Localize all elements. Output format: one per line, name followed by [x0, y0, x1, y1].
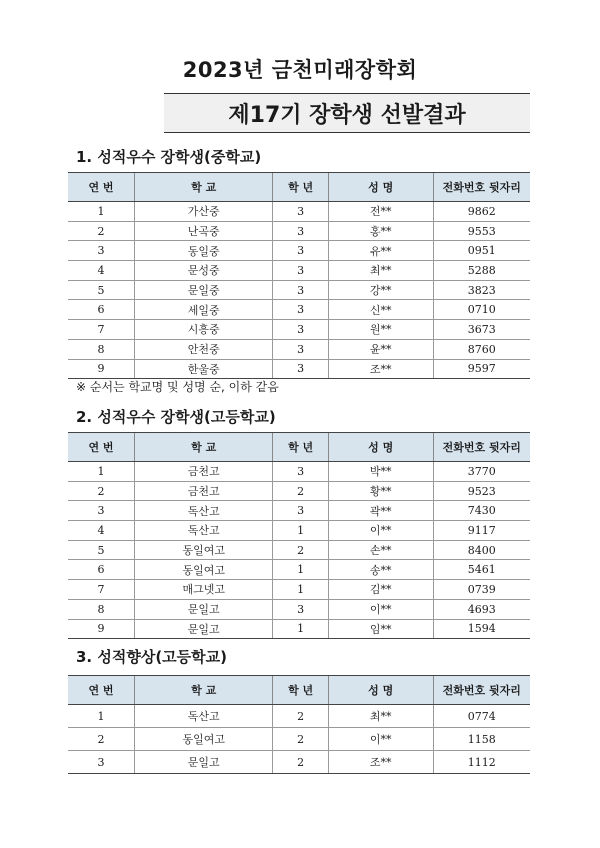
- cell-name: 유**: [328, 241, 433, 261]
- table-row: [68, 359, 530, 379]
- cell-grade: 2: [273, 540, 328, 560]
- cell-number: 7: [68, 320, 135, 340]
- cell-school: 동일중: [135, 241, 273, 261]
- cell-school: 문일고: [135, 751, 273, 774]
- cell-phone: 0951: [433, 241, 530, 261]
- col-header-number: 연 번: [68, 173, 135, 202]
- cell-grade: 3: [273, 599, 328, 619]
- page-title: 2023년 금천미래장학회: [182, 58, 418, 82]
- cell-grade: 1: [273, 521, 328, 541]
- cell-school: 난곡중: [135, 221, 273, 241]
- cell-school: 동일여고: [135, 728, 273, 751]
- cell-name: 홍**: [328, 221, 433, 241]
- cell-grade: 3: [273, 359, 328, 379]
- cell-school: 안천중: [135, 339, 273, 359]
- cell-number: 2: [68, 221, 135, 241]
- cell-school: 독산고: [135, 501, 273, 521]
- cell-phone: 8400: [433, 540, 530, 560]
- cell-grade: 2: [273, 728, 328, 751]
- col-header-phone: 전화번호 뒷자리: [433, 173, 530, 202]
- cell-number: 6: [68, 560, 135, 580]
- section-1-title: 1. 성적우수 장학생(중학교): [76, 148, 262, 166]
- cell-phone: 5461: [433, 560, 530, 580]
- cell-name: 손**: [328, 540, 433, 560]
- cell-school: 독산고: [135, 521, 273, 541]
- table-row: [68, 300, 530, 320]
- col-header-phone: 전화번호 뒷자리: [433, 676, 530, 705]
- col-header-grade: 학 년: [273, 433, 328, 462]
- cell-phone: 0774: [433, 705, 530, 728]
- cell-number: 4: [68, 521, 135, 541]
- cell-phone: 9553: [433, 221, 530, 241]
- cell-number: 1: [68, 202, 135, 222]
- col-header-grade: 학 년: [273, 676, 328, 705]
- cell-name: 김**: [328, 580, 433, 600]
- cell-number: 8: [68, 599, 135, 619]
- cell-name: 강**: [328, 280, 433, 300]
- cell-grade: 1: [273, 619, 328, 639]
- cell-number: 5: [68, 280, 135, 300]
- cell-grade: 3: [273, 221, 328, 241]
- table-high-school: [68, 432, 530, 639]
- table-row: [68, 280, 530, 300]
- col-header-name: 성 명: [328, 173, 433, 202]
- cell-school: 문일고: [135, 599, 273, 619]
- table-row: [68, 540, 530, 560]
- col-header-name: 성 명: [328, 676, 433, 705]
- cell-phone: 5288: [433, 261, 530, 281]
- table-header-row: [68, 433, 530, 462]
- subtitle-banner: [164, 93, 530, 133]
- cell-grade: 1: [273, 580, 328, 600]
- cell-number: 1: [68, 705, 135, 728]
- cell-grade: 1: [273, 560, 328, 580]
- table-row: [68, 320, 530, 340]
- cell-number: 6: [68, 300, 135, 320]
- cell-school: 매그넷고: [135, 580, 273, 600]
- cell-name: 전**: [328, 202, 433, 222]
- cell-school: 문일중: [135, 280, 273, 300]
- cell-name: 최**: [328, 261, 433, 281]
- cell-number: 5: [68, 540, 135, 560]
- cell-number: 3: [68, 241, 135, 261]
- table-row: [68, 728, 530, 751]
- cell-name: 윤**: [328, 339, 433, 359]
- col-header-grade: 학 년: [273, 173, 328, 202]
- table-row: [68, 202, 530, 222]
- cell-grade: 3: [273, 320, 328, 340]
- table-row: [68, 705, 530, 728]
- table-row: [68, 481, 530, 501]
- cell-grade: 2: [273, 481, 328, 501]
- cell-school: 동일여고: [135, 540, 273, 560]
- cell-phone: 9117: [433, 521, 530, 541]
- table-row: [68, 261, 530, 281]
- cell-number: 9: [68, 619, 135, 639]
- cell-phone: 9862: [433, 202, 530, 222]
- table-row: [68, 241, 530, 261]
- col-header-name: 성 명: [328, 433, 433, 462]
- cell-phone: 1158: [433, 728, 530, 751]
- cell-school: 한울중: [135, 359, 273, 379]
- cell-phone: 0739: [433, 580, 530, 600]
- cell-name: 이**: [328, 521, 433, 541]
- cell-school: 가산중: [135, 202, 273, 222]
- cell-phone: 7430: [433, 501, 530, 521]
- cell-name: 황**: [328, 481, 433, 501]
- cell-grade: 3: [273, 339, 328, 359]
- table-middle-school: [68, 172, 530, 379]
- col-header-school: 학 교: [135, 433, 273, 462]
- cell-school: 문일고: [135, 619, 273, 639]
- col-header-school: 학 교: [135, 173, 273, 202]
- order-note: ※ 순서는 학교명 및 성명 순, 이하 같음: [76, 380, 279, 394]
- col-header-number: 연 번: [68, 433, 135, 462]
- cell-phone: 4693: [433, 599, 530, 619]
- cell-grade: 3: [273, 501, 328, 521]
- cell-name: 곽**: [328, 501, 433, 521]
- table-row: [68, 619, 530, 639]
- table-row: [68, 501, 530, 521]
- cell-phone: 9597: [433, 359, 530, 379]
- cell-number: 2: [68, 481, 135, 501]
- cell-number: 1: [68, 462, 135, 482]
- cell-grade: 3: [273, 280, 328, 300]
- cell-name: 조**: [328, 751, 433, 774]
- cell-number: 7: [68, 580, 135, 600]
- table-row: [68, 221, 530, 241]
- cell-grade: 2: [273, 705, 328, 728]
- cell-phone: 9523: [433, 481, 530, 501]
- col-header-number: 연 번: [68, 676, 135, 705]
- table-row: [68, 560, 530, 580]
- cell-grade: 3: [273, 261, 328, 281]
- cell-number: 8: [68, 339, 135, 359]
- cell-number: 3: [68, 501, 135, 521]
- table-header-row: [68, 173, 530, 202]
- cell-grade: 3: [273, 241, 328, 261]
- cell-grade: 3: [273, 300, 328, 320]
- cell-school: 독산고: [135, 705, 273, 728]
- cell-grade: 3: [273, 462, 328, 482]
- page-subtitle: 제17기 장학생 선발결과: [228, 102, 466, 128]
- cell-school: 동일여고: [135, 560, 273, 580]
- cell-name: 임**: [328, 619, 433, 639]
- cell-name: 박**: [328, 462, 433, 482]
- cell-phone: 1594: [433, 619, 530, 639]
- cell-name: 최**: [328, 705, 433, 728]
- table-improvement: [68, 675, 530, 774]
- cell-phone: 3823: [433, 280, 530, 300]
- table-header-row: [68, 676, 530, 705]
- cell-grade: 3: [273, 202, 328, 222]
- cell-number: 4: [68, 261, 135, 281]
- table-row: [68, 339, 530, 359]
- table-row: [68, 580, 530, 600]
- cell-number: 3: [68, 751, 135, 774]
- cell-school: 시흥중: [135, 320, 273, 340]
- cell-number: 2: [68, 728, 135, 751]
- cell-number: 9: [68, 359, 135, 379]
- cell-phone: 0710: [433, 300, 530, 320]
- cell-school: 세일중: [135, 300, 273, 320]
- cell-school: 문성중: [135, 261, 273, 281]
- cell-phone: 1112: [433, 751, 530, 774]
- table-row: [68, 751, 530, 774]
- cell-grade: 2: [273, 751, 328, 774]
- col-header-phone: 전화번호 뒷자리: [433, 433, 530, 462]
- cell-school: 금천고: [135, 481, 273, 501]
- cell-name: 신**: [328, 300, 433, 320]
- section-3-title: 3. 성적향상(고등학교): [76, 648, 227, 666]
- col-header-school: 학 교: [135, 676, 273, 705]
- table-row: [68, 521, 530, 541]
- table-row: [68, 599, 530, 619]
- section-2-title: 2. 성적우수 장학생(고등학교): [76, 408, 276, 426]
- table-row: [68, 462, 530, 482]
- cell-phone: 3673: [433, 320, 530, 340]
- cell-name: 이**: [328, 599, 433, 619]
- cell-name: 조**: [328, 359, 433, 379]
- cell-school: 금천고: [135, 462, 273, 482]
- cell-name: 이**: [328, 728, 433, 751]
- cell-name: 송**: [328, 560, 433, 580]
- cell-name: 원**: [328, 320, 433, 340]
- cell-phone: 3770: [433, 462, 530, 482]
- cell-phone: 8760: [433, 339, 530, 359]
